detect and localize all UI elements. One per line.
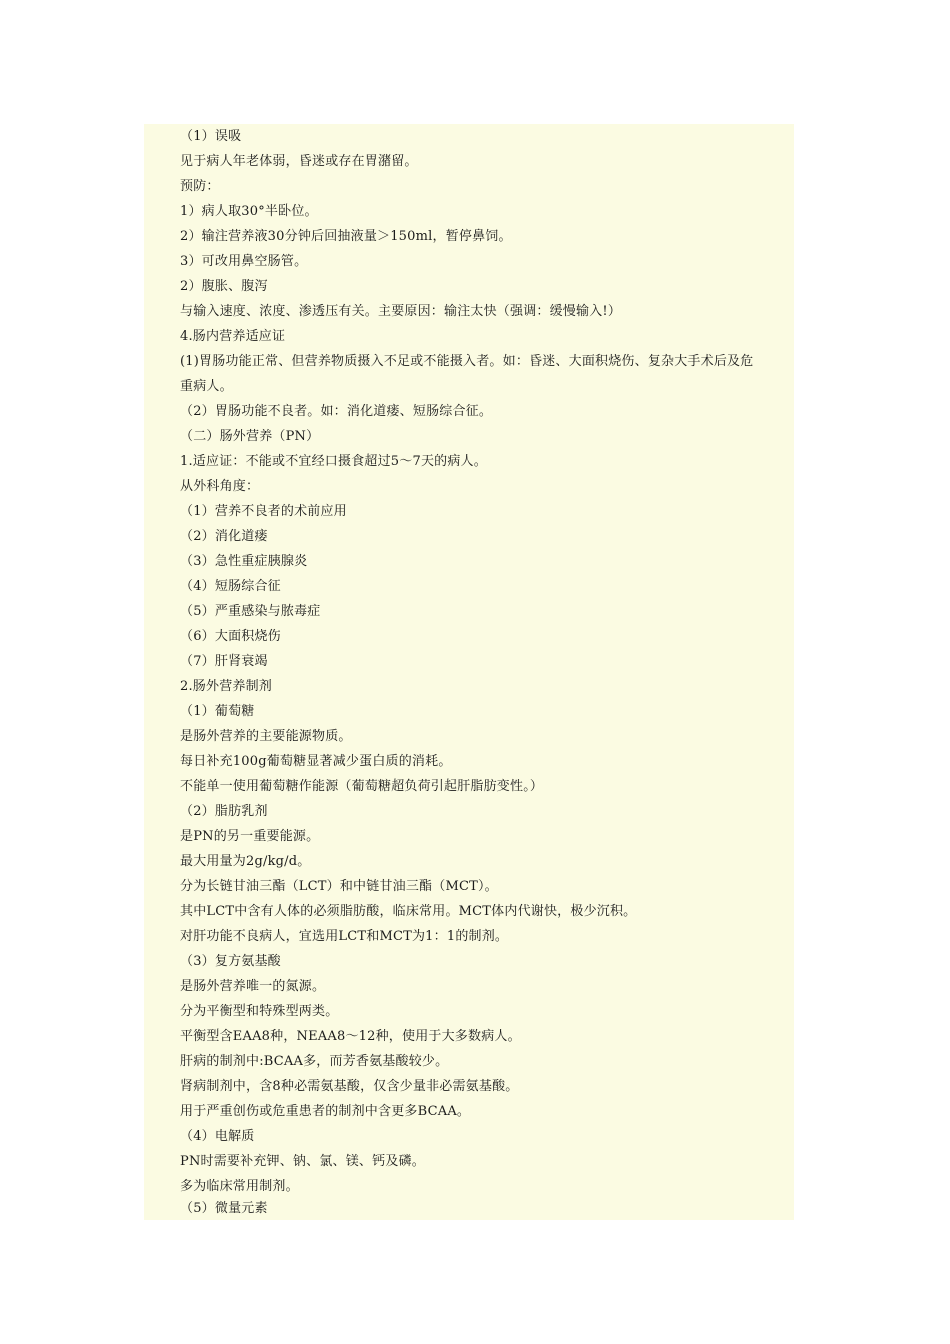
section-heading: （二）肠外营养（PN） — [180, 429, 320, 444]
paragraph-line: 是肠外营养唯一的氮源。 — [180, 979, 326, 994]
list-item: （1）营养不良者的术前应用 — [180, 504, 347, 519]
paragraph-line: 1.适应证：不能或不宜经口摄食超过5～7天的病人。 — [180, 454, 487, 469]
list-item: （6）大面积烧伤 — [180, 629, 281, 644]
paragraph-line: 用于严重创伤或危重患者的制剂中含更多BCAA。 — [180, 1104, 471, 1119]
subheading: （3）复方氨基酸 — [180, 954, 281, 969]
list-item: （7）肝肾衰竭 — [180, 654, 268, 669]
paragraph-line: 不能单一使用葡萄糖作能源（葡萄糖超负荷引起肝脂肪变性。） — [180, 779, 544, 794]
paragraph-line: PN时需要补充钾、钠、氯、镁、钙及磷。 — [180, 1154, 425, 1169]
subheading-aspiration: （1）误吸 — [180, 129, 242, 144]
paragraph-line: 预防： — [180, 179, 220, 194]
subheading: （4）电解质 — [180, 1129, 255, 1144]
paragraph-line: 肝病的制剂中:BCAA多，而芳香氨基酸较少。 — [180, 1054, 449, 1069]
paragraph-line: 见于病人年老体弱，昏迷或存在胃潴留。 — [180, 154, 418, 169]
list-item: （3）急性重症胰腺炎 — [180, 554, 308, 569]
section-heading: 4.肠内营养适应证 — [180, 329, 286, 344]
paragraph-line: 每日补充100g葡萄糖显著减少蛋白质的消耗。 — [180, 754, 452, 769]
paragraph-line: 分为平衡型和特殊型两类。 — [180, 1004, 339, 1019]
list-item: （4）短肠综合征 — [180, 579, 281, 594]
list-item: （2）消化道瘘 — [180, 529, 268, 544]
subheading-bloating: 2）腹胀、腹泻 — [180, 279, 268, 294]
subheading: （5）微量元素 — [180, 1201, 268, 1216]
list-item: 2）输注营养液30分钟后回抽液量＞150ml，暂停鼻饲。 — [180, 229, 512, 244]
paragraph-line: （2）胃肠功能不良者。如：消化道瘘、短肠综合征。 — [180, 404, 493, 419]
paragraph-line: 是PN的另一重要能源。 — [180, 829, 320, 844]
section-heading: 2.肠外营养制剂 — [180, 679, 273, 694]
document-panel — [144, 124, 794, 1220]
list-item: 3）可改用鼻空肠管。 — [180, 254, 308, 269]
paragraph-line: 最大用量为2g/kg/d。 — [180, 854, 311, 869]
list-item: （5）严重感染与脓毒症 — [180, 604, 321, 619]
paragraph-line: 与输入速度、浓度、渗透压有关。主要原因：输注太快（强调：缓慢输入!） — [180, 304, 622, 319]
paragraph-line: 肾病制剂中，含8种必需氨基酸，仅含少量非必需氨基酸。 — [180, 1079, 519, 1094]
paragraph-line: 从外科角度： — [180, 479, 260, 494]
paragraph-line: 分为长链甘油三酯（LCT）和中链甘油三酯（MCT）。 — [180, 879, 498, 894]
paragraph-line: 重病人。 — [180, 379, 233, 394]
paragraph-line: 多为临床常用制剂。 — [180, 1179, 299, 1194]
paragraph-line: 平衡型含EAA8种，NEAA8～12种，使用于大多数病人。 — [180, 1029, 521, 1044]
subheading: （1）葡萄糖 — [180, 704, 255, 719]
paragraph-line: 是肠外营养的主要能源物质。 — [180, 729, 352, 744]
list-item: 1）病人取30°半卧位。 — [180, 204, 318, 219]
paragraph-line: 对肝功能不良病人，宜选用LCT和MCT为1：1的制剂。 — [180, 929, 509, 944]
subheading: （2）脂肪乳剂 — [180, 804, 268, 819]
paragraph-line: (1)胃肠功能正常、但营养物质摄入不足或不能摄入者。如：昏迷、大面积烧伤、复杂大手术后及危 — [180, 354, 754, 369]
paragraph-line: 其中LCT中含有人体的必须脂肪酸，临床常用。MCT体内代谢快，极少沉积。 — [180, 904, 637, 919]
